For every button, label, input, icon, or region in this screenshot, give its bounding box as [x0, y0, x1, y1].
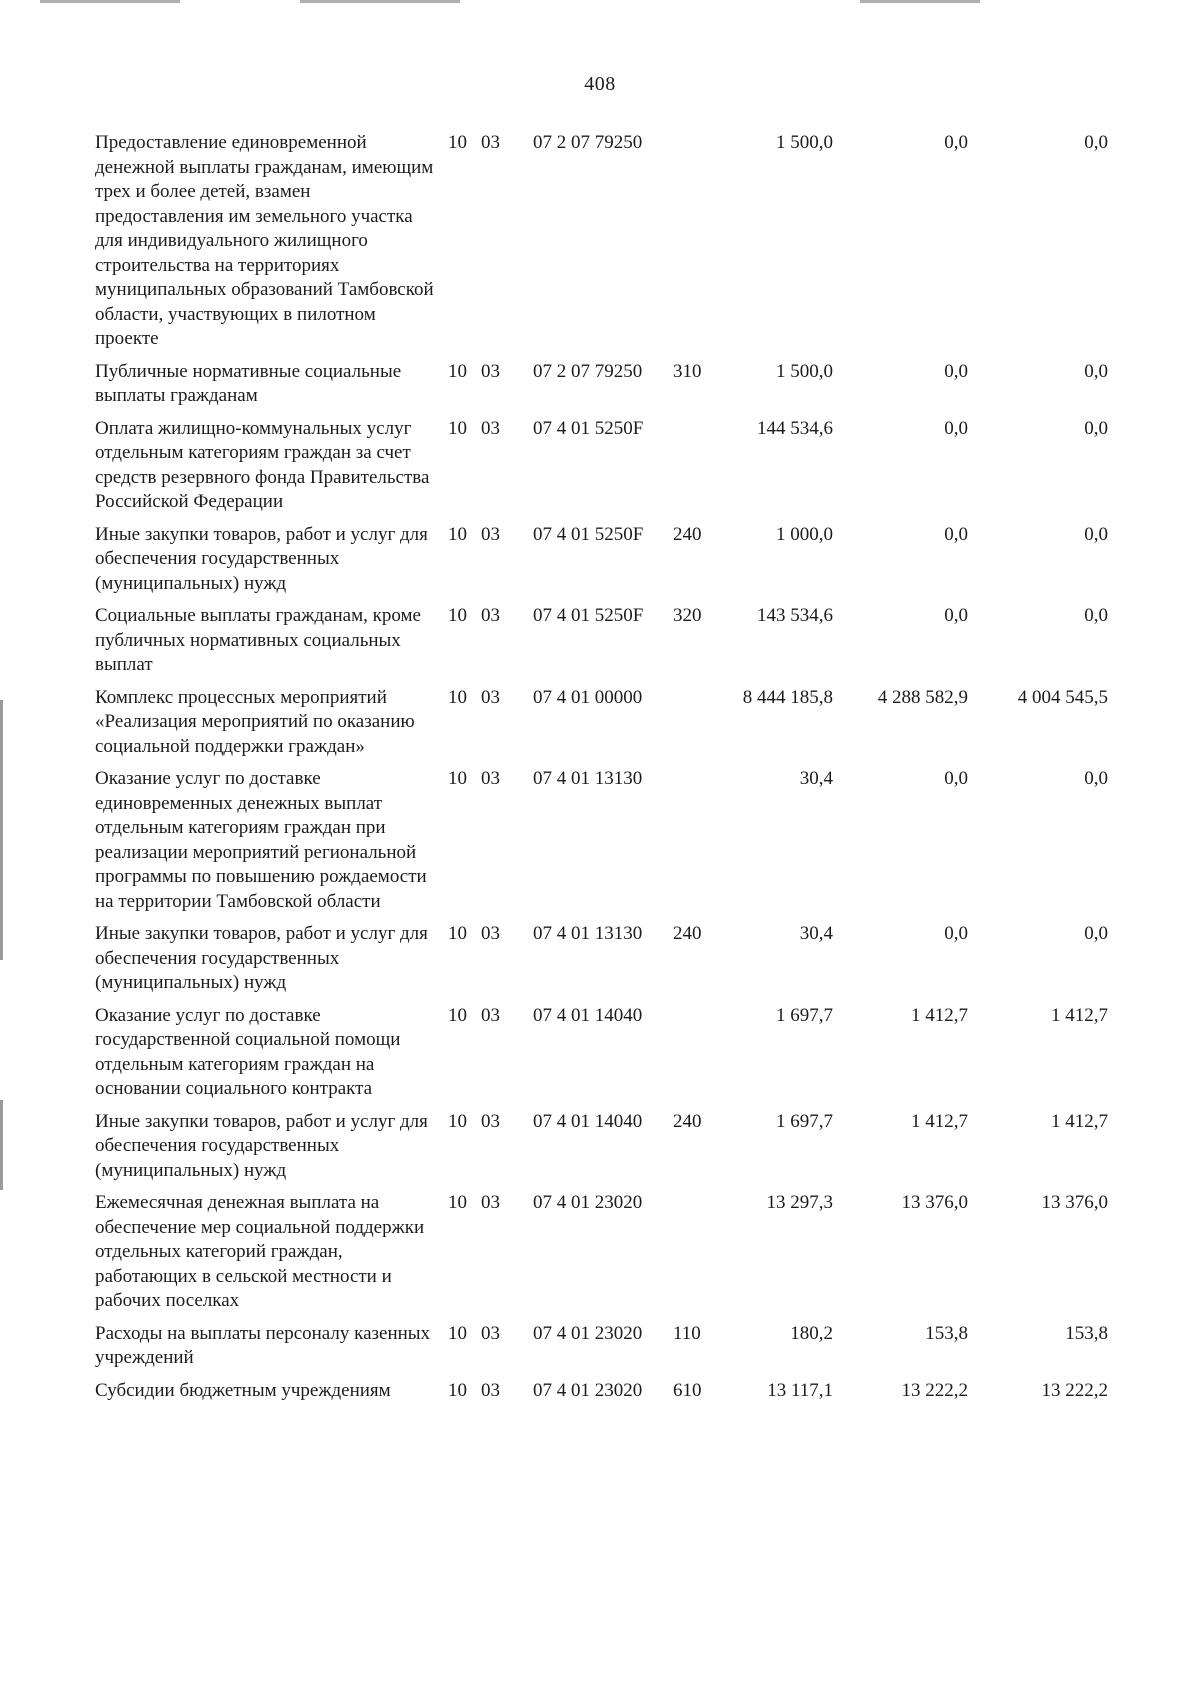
row-expense-type: 320: [673, 605, 702, 626]
row-subsection: 03: [481, 1004, 500, 1026]
row-sum-3: 0,0: [1084, 360, 1108, 382]
row-sum-1: 8 444 185,8: [742, 686, 833, 708]
row-section: 10: [448, 132, 467, 153]
row-sum-1: 30,4: [799, 768, 833, 789]
row-target-code: 07 2 07 79250: [533, 132, 643, 153]
row-subsection: 03: [481, 417, 500, 439]
row-section: 10: [448, 1192, 467, 1213]
table-row: [95, 922, 1175, 996]
row-subsection: 03: [481, 523, 500, 545]
row-expense-type: 310: [673, 360, 702, 382]
row-name: Публичные нормативные социальные выплаты гражданам: [95, 360, 402, 406]
row-section: 10: [448, 923, 467, 944]
row-expense-type: 240: [673, 523, 702, 545]
row-sum-2: 0,0: [944, 923, 968, 944]
row-section: 10: [448, 360, 467, 382]
table-row: [95, 360, 1175, 409]
table-row: [95, 523, 1175, 597]
row-sum-3: 13 222,2: [1041, 1379, 1108, 1401]
row-name: Оказание услуг по доставке государственной социальной помощи отдельным категориям граждан на основании социального контракта: [95, 1004, 401, 1099]
scan-edge-mark: [300, 0, 460, 3]
row-target-code: 07 2 07 79250: [533, 360, 643, 382]
row-name: Иные закупки товаров, работ и услуг для обеспечения государственных (муниципальных) нужд: [95, 923, 428, 993]
row-subsection: 03: [481, 768, 500, 789]
row-name: Ежемесячная денежная выплата на обеспечение мер социальной поддержки отдельных категорий граждан, работающих в сельской местности и рабочих поселках: [95, 1192, 425, 1311]
row-target-code: 07 4 01 5250F: [533, 605, 644, 626]
row-sum-2: 0,0: [944, 605, 968, 626]
row-section: 10: [448, 686, 467, 708]
row-sum-2: 0,0: [944, 523, 968, 545]
row-name: Социальные выплаты гражданам, кроме публичных нормативных социальных выплат: [95, 605, 421, 675]
row-name: Оказание услуг по доставке единовременных денежных выплат отдельным категориям граждан при реализации мероприятий региональной программы по повышению рождаемости на территории Тамбовской области: [95, 768, 427, 912]
row-name: Расходы на выплаты персоналу казенных учреждений: [95, 1322, 431, 1368]
row-expense-type: 240: [673, 1110, 702, 1132]
row-name: Комплекс процессных мероприятий «Реализация мероприятий по оказанию социальной поддержки граждан»: [95, 686, 415, 757]
row-sum-2: 13 376,0: [901, 1192, 968, 1213]
row-sum-1: 13 297,3: [766, 1192, 833, 1213]
row-sum-2: 1 412,7: [911, 1004, 968, 1026]
row-subsection: 03: [481, 132, 500, 153]
row-sum-2: 0,0: [944, 132, 968, 153]
table-row: [95, 1004, 1175, 1102]
row-sum-1: 1 500,0: [776, 360, 833, 382]
scan-edge-mark: [0, 700, 3, 960]
row-section: 10: [448, 1322, 467, 1344]
row-expense-type: 110: [673, 1322, 701, 1344]
row-expense-type: 240: [673, 923, 702, 944]
budget-table: [95, 131, 1175, 1411]
row-target-code: 07 4 01 13130: [533, 923, 643, 944]
row-sum-2: 4 288 582,9: [877, 686, 968, 708]
table-row: [95, 767, 1175, 914]
row-target-code: 07 4 01 23020: [533, 1192, 643, 1213]
table-row: [95, 1379, 1175, 1404]
table-row: [95, 131, 1175, 352]
row-sum-1: 180,2: [790, 1322, 833, 1344]
row-section: 10: [448, 1379, 467, 1401]
row-sum-2: 0,0: [944, 768, 968, 789]
scan-edge-mark: [40, 0, 180, 3]
row-sum-3: 0,0: [1084, 523, 1108, 545]
row-sum-1: 144 534,6: [757, 417, 833, 439]
row-name: Иные закупки товаров, работ и услуг для обеспечения государственных (муниципальных) нужд: [95, 523, 428, 594]
row-section: 10: [448, 768, 467, 789]
row-target-code: 07 4 01 14040: [533, 1110, 643, 1132]
row-section: 10: [448, 417, 467, 439]
table-row: [95, 1110, 1175, 1184]
row-section: 10: [448, 605, 467, 626]
table-row: [95, 1191, 1175, 1314]
row-sum-2: 0,0: [944, 417, 968, 439]
row-subsection: 03: [481, 1192, 500, 1213]
row-subsection: 03: [481, 1322, 500, 1344]
row-target-code: 07 4 01 13130: [533, 768, 643, 789]
row-sum-3: 1 412,7: [1051, 1110, 1108, 1132]
row-name: Иные закупки товаров, работ и услуг для обеспечения государственных (муниципальных) нужд: [95, 1110, 428, 1181]
row-name: Субсидии бюджетным учреждениям: [95, 1379, 391, 1401]
row-sum-3: 0,0: [1084, 768, 1108, 789]
table-row: [95, 604, 1175, 678]
row-sum-3: 153,8: [1065, 1322, 1108, 1344]
row-target-code: 07 4 01 5250F: [533, 523, 644, 545]
row-sum-2: 13 222,2: [901, 1379, 968, 1401]
row-sum-3: 0,0: [1084, 417, 1108, 439]
row-section: 10: [448, 1110, 467, 1132]
row-subsection: 03: [481, 923, 500, 944]
row-sum-3: 1 412,7: [1051, 1004, 1108, 1026]
row-sum-1: 143 534,6: [757, 605, 833, 626]
row-sum-1: 1 000,0: [776, 523, 833, 545]
row-sum-2: 153,8: [925, 1322, 968, 1344]
row-name: Предоставление единовременной денежной выплаты гражданам, имеющим трех и более детей, взамен предоставления им земельного участка для индивидуального жилищного строительства на территориях муниципальных образований Тамбовской области, участвующих в пилотном проекте: [95, 132, 434, 349]
row-sum-3: 0,0: [1084, 923, 1108, 944]
row-section: 10: [448, 523, 467, 545]
row-target-code: 07 4 01 23020: [533, 1379, 643, 1401]
table-row: [95, 417, 1175, 515]
table-row: [95, 686, 1175, 760]
page-number: 408: [584, 73, 616, 95]
row-sum-1: 1 697,7: [776, 1110, 833, 1132]
row-name: Оплата жилищно-коммунальных услуг отдельным категориям граждан за счет средств резервного фонда Правительства Российской Федерации: [95, 417, 430, 512]
row-subsection: 03: [481, 605, 500, 626]
row-subsection: 03: [481, 360, 500, 382]
row-sum-1: 1 500,0: [776, 132, 833, 153]
row-sum-2: 0,0: [944, 360, 968, 382]
row-sum-3: 0,0: [1084, 132, 1108, 153]
row-expense-type: 610: [673, 1379, 702, 1401]
row-target-code: 07 4 01 5250F: [533, 417, 644, 439]
scan-edge-mark: [860, 0, 980, 3]
row-sum-3: 0,0: [1084, 605, 1108, 626]
row-sum-3: 13 376,0: [1041, 1192, 1108, 1213]
scan-edge-mark: [0, 1100, 3, 1190]
table-row: [95, 1322, 1175, 1371]
row-sum-3: 4 004 545,5: [1017, 686, 1108, 708]
row-subsection: 03: [481, 1110, 500, 1132]
row-sum-1: 30,4: [799, 923, 833, 944]
row-target-code: 07 4 01 14040: [533, 1004, 643, 1026]
row-subsection: 03: [481, 1379, 500, 1401]
row-target-code: 07 4 01 23020: [533, 1322, 643, 1344]
row-target-code: 07 4 01 00000: [533, 686, 643, 708]
row-sum-1: 13 117,1: [767, 1379, 833, 1401]
row-sum-2: 1 412,7: [911, 1110, 968, 1132]
row-sum-1: 1 697,7: [776, 1004, 833, 1026]
row-subsection: 03: [481, 686, 500, 708]
row-section: 10: [448, 1004, 467, 1026]
